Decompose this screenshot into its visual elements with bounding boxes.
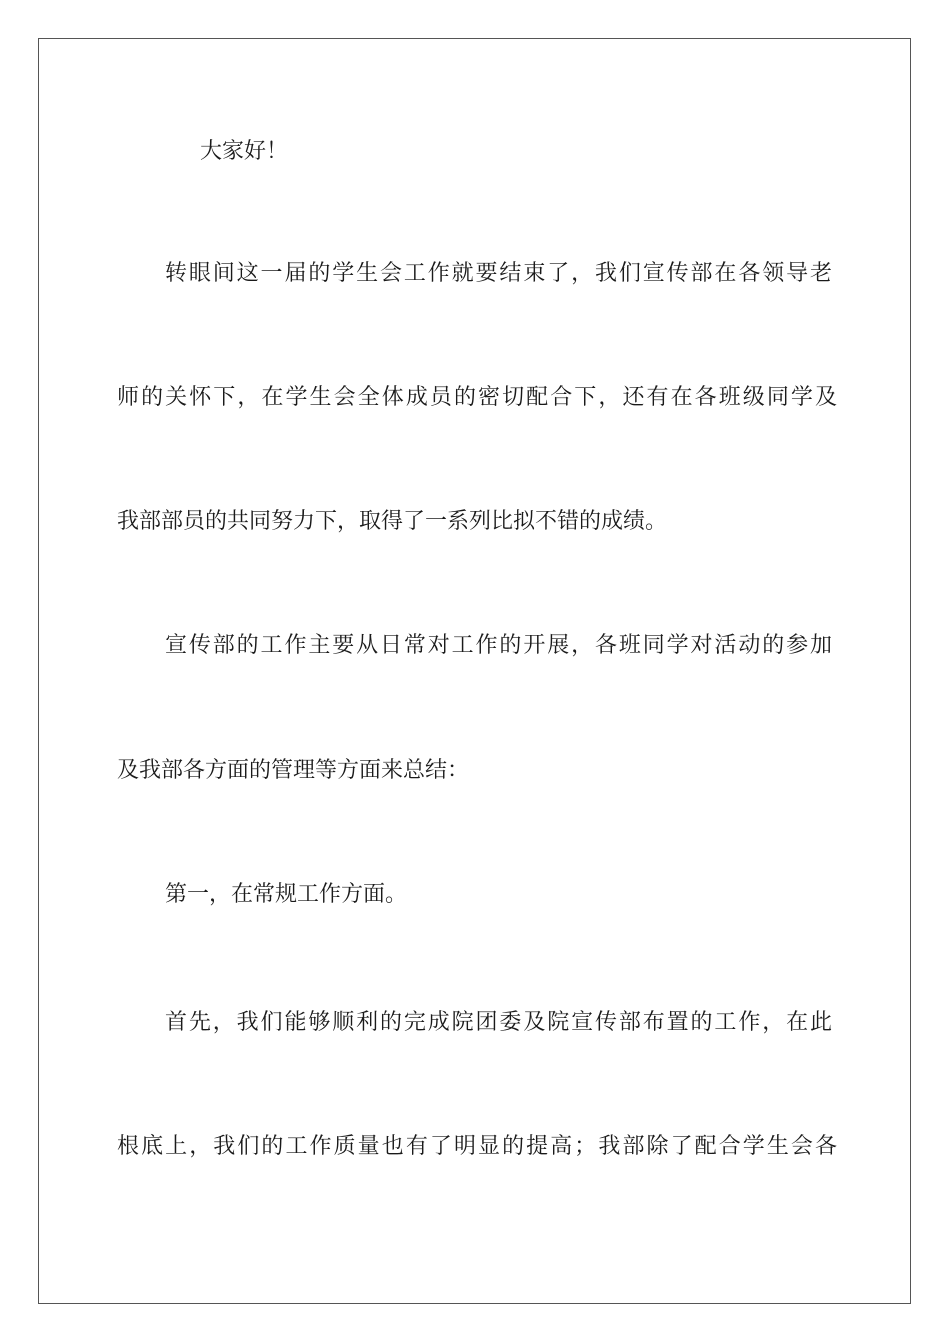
greeting-line: 大家好！ xyxy=(200,139,289,164)
paragraph-1-line-3: 我部部员的共同努力下，取得了一系列比拟不错的成绩。 xyxy=(117,509,668,534)
page-border xyxy=(38,38,911,1304)
paragraph-2-line-2: 及我部各方面的管理等方面来总结： xyxy=(117,758,470,783)
paragraph-1-line-1: 转眼间这一届的学生会工作就要结束了，我们宣传部在各领导老 xyxy=(165,261,832,286)
paragraph-2-line-1: 宣传部的工作主要从日常对工作的开展，各班同学对活动的参加 xyxy=(165,633,832,658)
paragraph-1-line-2: 师的关怀下，在学生会全体成员的密切配合下，还有在各班级同学及 xyxy=(117,385,837,410)
paragraph-3-line-2: 根底上，我们的工作质量也有了明显的提高；我部除了配合学生会各 xyxy=(117,1134,837,1159)
section-heading-line: 第一，在常规工作方面。 xyxy=(165,882,408,907)
paragraph-3-line-1: 首先，我们能够顺利的完成院团委及院宣传部布置的工作，在此 xyxy=(165,1010,832,1035)
